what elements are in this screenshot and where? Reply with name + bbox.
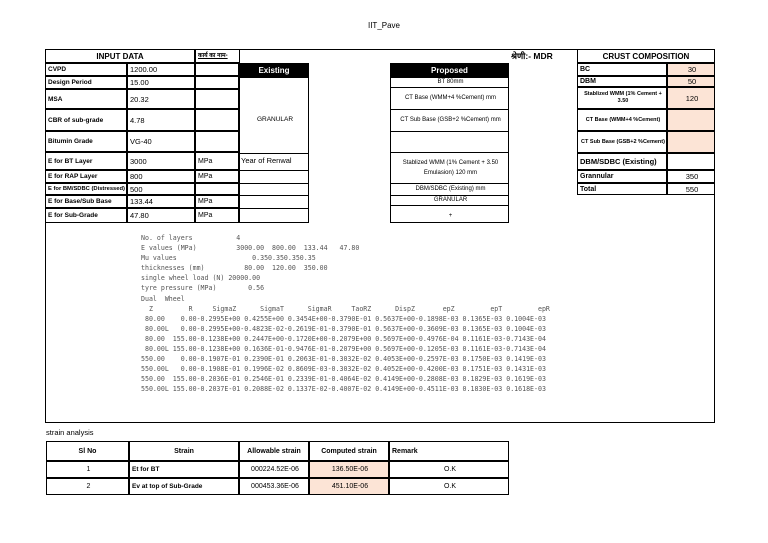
- input-unit: [195, 89, 239, 109]
- strain-cell: 000453.36E-06: [239, 478, 309, 495]
- output-line: Mu values 0.350.350.350.35: [141, 254, 316, 263]
- existing-column: [239, 77, 309, 223]
- input-unit: MPa: [195, 152, 239, 170]
- crust-value: [667, 131, 715, 153]
- crust-value: 30: [667, 63, 715, 76]
- output-line: Z R SigmaZ SigmaT SigmaR TaoRZ DispZ epZ epT epR: [141, 304, 550, 313]
- output-line: E values (MPa) 3000.00 800.00 133.44 47.80: [141, 244, 360, 253]
- input-unit: [195, 131, 239, 152]
- output-line: single wheel load (N) 20000.00: [141, 274, 261, 283]
- output-line: 550.00 0.00-0.1907E-01 0.2390E-01 0.2063E-01-0.3032E-02 0.4053E+00-0.2597E-03 0.1750E-03 0.1419E-03: [141, 355, 546, 364]
- input-data-header: INPUT DATA: [45, 49, 195, 63]
- input-value[interactable]: 47.80: [127, 208, 195, 223]
- input-value[interactable]: 20.32: [127, 89, 195, 109]
- existing-granular: GRANULAR: [256, 115, 294, 123]
- strain-cell: 1: [46, 461, 129, 478]
- input-label: E for BM/SDBC (Distressed): [45, 183, 127, 195]
- proposed-bt: BT 80mm: [437, 78, 464, 85]
- strain-cell: 000224.52E-06: [239, 461, 309, 478]
- strain-header: Sl No: [46, 441, 129, 461]
- page-title: IIT_Pave: [367, 21, 400, 30]
- input-unit: MPa: [195, 170, 239, 183]
- output-line: 80.00L 155.00-0.1238E+00 0.1636E-01-0.9476E-01-0.2079E+00 0.5697E+00-0.1205E-03 0.1161E-03-0.7143E-04: [141, 345, 546, 354]
- category-label: श्रेणी:- MDR: [511, 50, 553, 61]
- input-unit: MPa: [195, 195, 239, 208]
- strain-header: Computed strain: [309, 441, 389, 461]
- output-line: tyre pressure (MPa) 0.56: [141, 284, 265, 293]
- input-label: MSA: [45, 89, 127, 109]
- strain-cell: 2: [46, 478, 129, 495]
- input-unit: [195, 63, 239, 76]
- output-line: 80.00 155.00-0.1238E+00 0.2447E+00-0.1720E+00-0.2079E+00 0.5697E+00-0.4976E-04 0.1161E-03-0.7143E-04: [141, 334, 546, 343]
- crust-header: CRUST COMPOSITION: [577, 49, 715, 63]
- crust-value: [667, 109, 715, 131]
- input-label: E for RAP Layer: [45, 170, 127, 183]
- crust-value: [667, 153, 715, 170]
- crust-label: Stablized WMM (1% Cement + 3.50: [577, 87, 667, 109]
- input-value[interactable]: 1200.00: [127, 63, 195, 76]
- proposed-granular: GRANULAR: [433, 196, 468, 203]
- strain-analysis-caption: strain analysis: [46, 428, 94, 437]
- input-label: Bitumin Grade: [45, 131, 127, 152]
- crust-label: Grannular: [577, 170, 667, 183]
- proposed-plus: +: [448, 212, 453, 219]
- strain-cell: 136.50E-06: [309, 461, 389, 478]
- crust-label: CT Sub Base (GSB+2 %Cement): [577, 131, 667, 153]
- input-label: CBR of sub-grade: [45, 109, 127, 131]
- input-label: E for Base/Sub Base: [45, 195, 127, 208]
- output-line: 550.00 155.00-0.2036E-01 0.2546E-01 0.2339E-01-0.4064E-02 0.4149E+00-0.2808E-03 0.1829E-03 0.1619E-03: [141, 375, 546, 384]
- proposed-dbm-sdbc: DBM/SDBC (Existing) mm: [415, 185, 486, 192]
- input-unit: [195, 109, 239, 131]
- input-value[interactable]: VG-40: [127, 131, 195, 152]
- output-line: thicknesses (mm) 80.00 120.00 350.00: [141, 264, 328, 273]
- strain-cell: Et for BT: [129, 461, 239, 478]
- year-of-renewal-label: Year of Renwal: [241, 155, 292, 165]
- input-unit: [195, 183, 239, 195]
- crust-label: BC: [577, 63, 667, 76]
- input-value[interactable]: 133.44: [127, 195, 195, 208]
- proposed-ct-base: CT Base (WMM+4 %Cement) mm: [404, 94, 497, 101]
- crust-label: CT Base (WMM+4 %Cement): [577, 109, 667, 131]
- output-line: 550.00L 155.00-0.2037E-01 0.2088E-02 0.1337E-02-0.4007E-02 0.4149E+00-0.4511E-03 0.1830E-03 0.1618E-03: [141, 385, 546, 394]
- output-line: 550.00L 0.00-0.1908E-01 0.1996E-02 0.8609E-03-0.3032E-02 0.4052E+00-0.4200E-03 0.1751E-03 0.1431E-03: [141, 365, 546, 374]
- input-value[interactable]: 800: [127, 170, 195, 183]
- input-label: E for BT Layer: [45, 152, 127, 170]
- input-value[interactable]: 4.78: [127, 109, 195, 131]
- output-line: 80.00 0.00-0.2995E+00 0.4255E+00 0.3454E+00-0.3790E-01 0.5637E+00-0.1898E-03 0.1365E-03 0.1004E-03: [141, 314, 546, 323]
- strain-cell: O.K: [389, 461, 509, 478]
- existing-header: Existing: [239, 63, 309, 77]
- input-label: Design Period: [45, 76, 127, 89]
- output-line: 80.00L 0.00-0.2995E+00-0.4823E-02-0.2619E-01-0.3790E-01 0.5637E+00-0.3609E-03 0.1365E-03 0.1004E-03: [141, 324, 546, 333]
- crust-label: DBM/SDBC (Existing): [577, 153, 667, 170]
- proposed-header: Proposed: [390, 63, 509, 77]
- input-label: E for Sub-Grade: [45, 208, 127, 223]
- crust-value: 350: [667, 170, 715, 183]
- crust-label: Total: [577, 183, 667, 195]
- strain-cell: Ev at top of Sub-Grade: [129, 478, 239, 495]
- output-line: No. of layers 4: [141, 234, 241, 242]
- iitpave-output: [141, 233, 550, 395]
- proposed-stabilized-wmm: Stablized WMM (1% Cement + 3.50 Emulasion) 120 mm: [402, 160, 499, 176]
- output-line: Dual Wheel: [141, 294, 185, 303]
- strain-cell: 451.10E-06: [309, 478, 389, 495]
- input-value[interactable]: 3000: [127, 152, 195, 170]
- work-name-label: कार्य का नाम-: [195, 49, 240, 63]
- strain-cell: O.K: [389, 478, 509, 495]
- crust-value: 120: [667, 87, 715, 109]
- crust-value: 550: [667, 183, 715, 195]
- crust-label: DBM: [577, 76, 667, 87]
- strain-header: Allowable strain: [239, 441, 309, 461]
- proposed-ct-subbase: CT Sub Base (GSB+2 %Cement) mm: [400, 116, 501, 123]
- input-unit: [195, 76, 239, 89]
- input-label: CVPD: [45, 63, 127, 76]
- input-value[interactable]: 15.00: [127, 76, 195, 89]
- input-unit: MPa: [195, 208, 239, 223]
- strain-header: Strain: [129, 441, 239, 461]
- strain-header: Remark: [389, 441, 509, 461]
- input-value[interactable]: 500: [127, 183, 195, 195]
- crust-value: 50: [667, 76, 715, 87]
